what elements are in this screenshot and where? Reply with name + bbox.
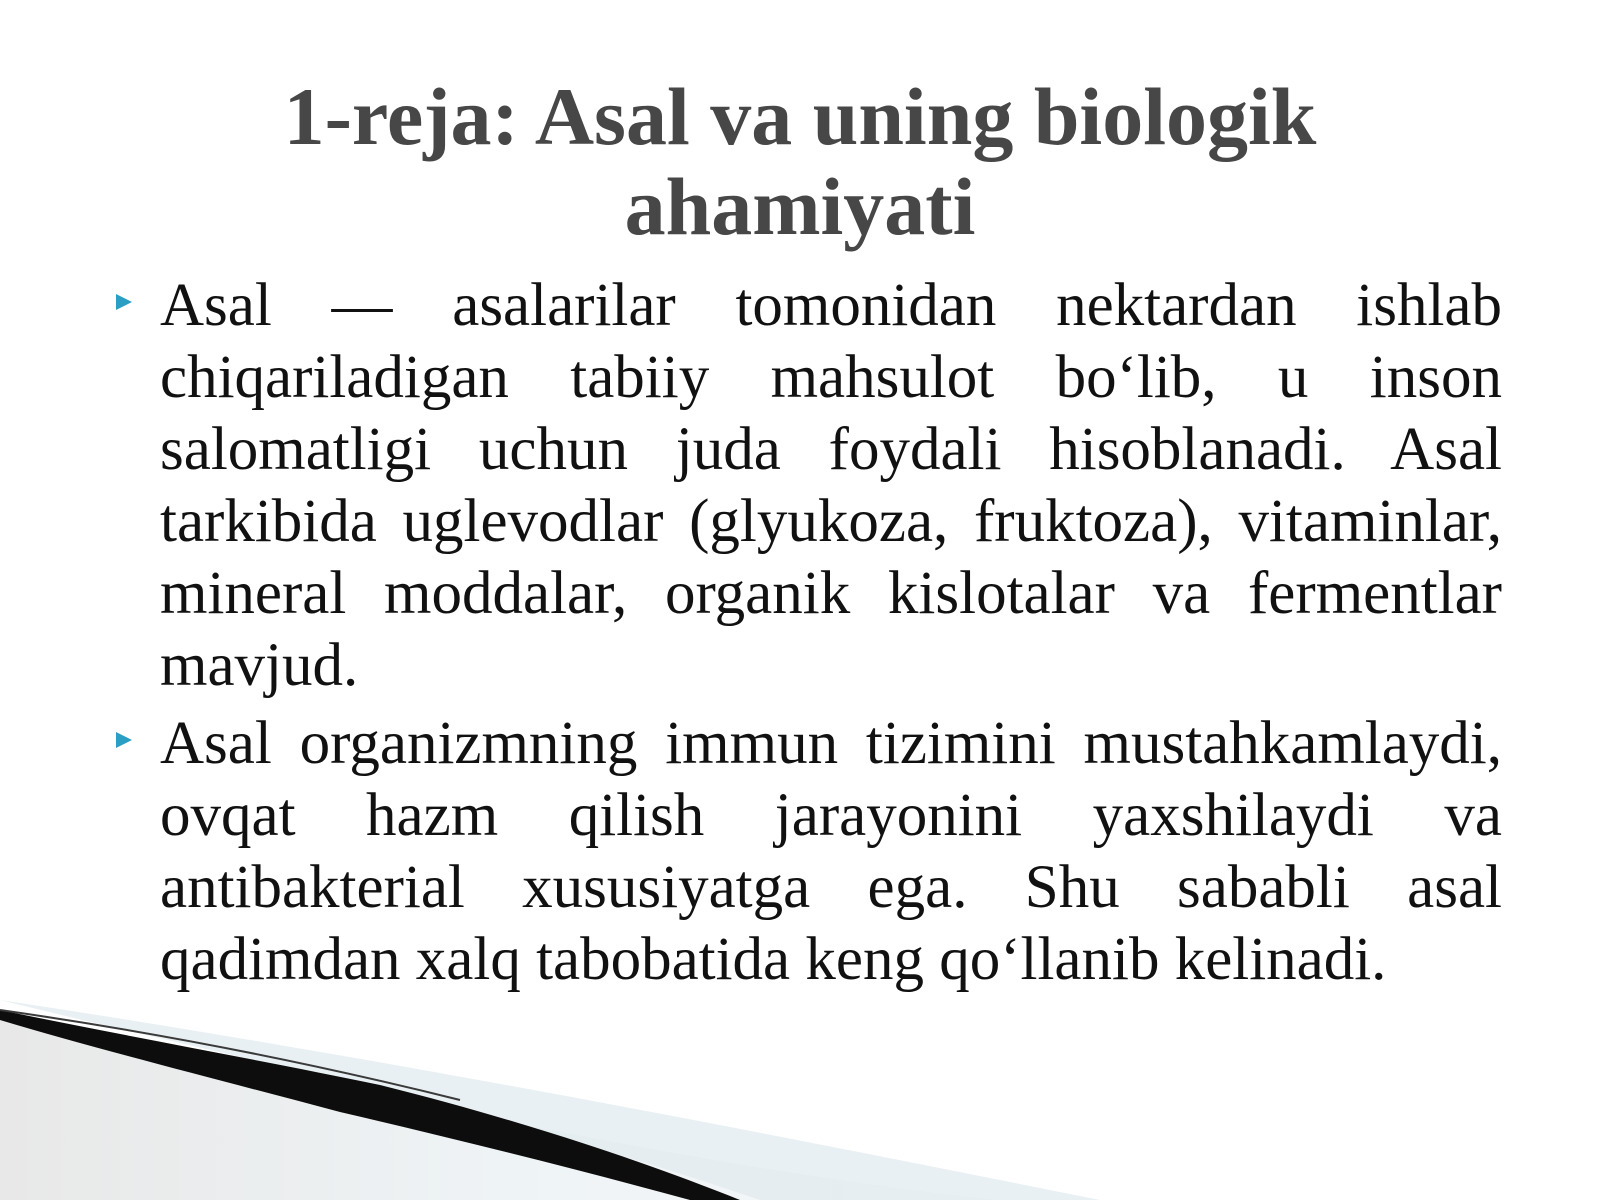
triangle-right-icon [116, 732, 132, 748]
slide-title: 1-reja: Asal va uning biologik ahamiyati [283, 71, 1317, 252]
bullet-item [116, 270, 1502, 702]
bullet-text: Asal organizmning immun tizimini mustahkamlaydi, ovqat hazm qilish jarayonini yaxshilaydi va antibakterial xususiyatga ega. Shu sababli asal qadimdan xalq tabobatida keng qo‘llanib kelinadi. [160, 710, 1502, 993]
bullet-text: Asal — asalarilar tomonidan nektardan ishlab chiqariladigan tabiiy mahsulot bo‘lib, u inson salomatligi uchun juda foydali hisoblanadi. Asal tarkibida uglevodlar (glyukoza, fruktoza), vitaminlar, mineral moddalar, organik kislotalar va fermentlar mavjud. [160, 272, 1502, 699]
bullet-list [116, 270, 1502, 1002]
triangle-right-icon [116, 294, 132, 310]
decor-light-wedge [0, 1010, 1000, 1200]
bullet-item [116, 708, 1502, 996]
decor-thin-line [0, 1010, 460, 1100]
decor-light-band [0, 1000, 1100, 1200]
decor-black-swoosh [0, 1010, 740, 1200]
